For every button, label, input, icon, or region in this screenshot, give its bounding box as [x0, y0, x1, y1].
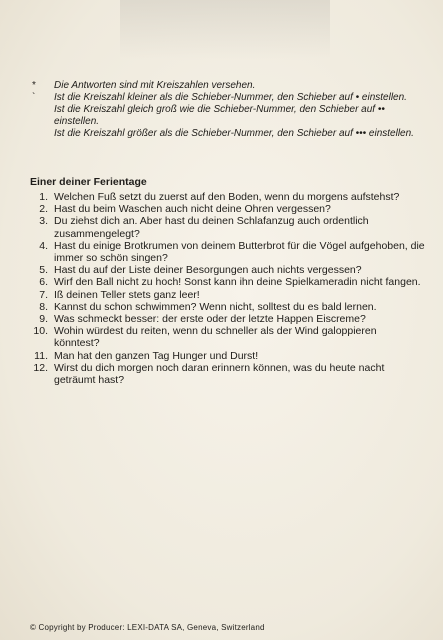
question-item — [30, 203, 425, 215]
question-item — [30, 325, 425, 349]
question-list — [30, 191, 425, 386]
question-text: Wohin würdest du reiten, wenn du schneller als der Wind galoppieren könntest? — [54, 325, 377, 350]
question-number: 12. — [33, 361, 48, 374]
question-text: Hast du einige Brotkrumen von deinem Butterbrot für die Vögel aufgehoben, die immer so schön singen? — [54, 239, 425, 265]
note-text: Ist die Kreiszahl kleiner als die Schieber-Nummer, den Schieber auf • einstellen. — [54, 92, 407, 103]
question-item — [30, 215, 425, 239]
instruction-note — [30, 92, 420, 104]
question-text: Hast du beim Waschen auch nicht deine Ohren vergessen? — [54, 203, 331, 216]
question-number: 3. — [39, 215, 48, 228]
question-number: 9. — [39, 313, 48, 326]
note-marker — [30, 104, 54, 128]
question-item — [30, 313, 425, 325]
section-title: Einer deiner Ferientage — [30, 176, 147, 188]
question-number: 6. — [39, 276, 48, 289]
question-number: 2. — [39, 203, 48, 216]
question-number: 8. — [39, 300, 48, 313]
question-text: Was schmeckt besser: der erste oder der letzte Happen Eiscreme? — [54, 313, 366, 326]
question-item — [30, 362, 425, 386]
question-text: Iß deinen Teller stets ganz leer! — [54, 288, 200, 301]
question-item — [30, 240, 425, 264]
question-item — [30, 264, 425, 276]
question-number: 7. — [39, 288, 48, 301]
copyright-footer: © Copyright by Producer: LEXI-DATA SA, Geneva, Switzerland — [30, 623, 265, 632]
note-marker: ` — [32, 92, 36, 103]
question-text: Kannst du schon schwimmen? Wenn nicht, solltest du es bald lernen. — [54, 300, 377, 313]
note-text: Ist die Kreiszahl größer als die Schieber-Nummer, den Schieber auf ••• einstellen. — [54, 128, 414, 139]
question-item — [30, 301, 425, 313]
note-marker: * — [32, 80, 36, 91]
question-number: 10. — [33, 325, 48, 338]
bleed-through-shadow — [120, 0, 330, 60]
question-item — [30, 276, 425, 288]
question-text: Man hat den ganzen Tag Hunger und Durst! — [54, 349, 259, 362]
note-text: Ist die Kreiszahl gleich groß wie die Schieber-Nummer, den Schieber auf •• einstellen. — [54, 104, 385, 127]
instruction-note — [30, 128, 420, 140]
instruction-note — [30, 80, 420, 92]
question-item — [30, 350, 425, 362]
note-text: Die Antworten sind mit Kreiszahlen versehen. — [54, 80, 256, 91]
question-number: 11. — [34, 349, 48, 362]
question-text: Welchen Fuß setzt du zuerst auf den Boden, wenn du morgens aufstehst? — [54, 191, 400, 203]
instructions-block — [30, 80, 420, 140]
note-marker — [30, 128, 54, 140]
question-number: 1. — [39, 191, 48, 203]
question-text: Hast du auf der Liste deiner Besorgungen auch nichts vergessen? — [54, 264, 362, 277]
question-number: 5. — [39, 264, 48, 277]
question-item — [30, 289, 425, 301]
question-text: Du ziehst dich an. Aber hast du deinen Schlafanzug auch ordentlich zusammengelegt? — [54, 215, 369, 240]
question-text: Wirst du dich morgen noch daran erinnern können, was du heute nacht geträumt hast? — [54, 361, 385, 387]
question-item — [30, 191, 425, 203]
question-text: Wirf den Ball nicht zu hoch! Sonst kann ihn deine Spielkameradin nicht fangen. — [54, 276, 421, 289]
question-number: 4. — [39, 239, 48, 252]
instruction-note — [30, 104, 420, 128]
